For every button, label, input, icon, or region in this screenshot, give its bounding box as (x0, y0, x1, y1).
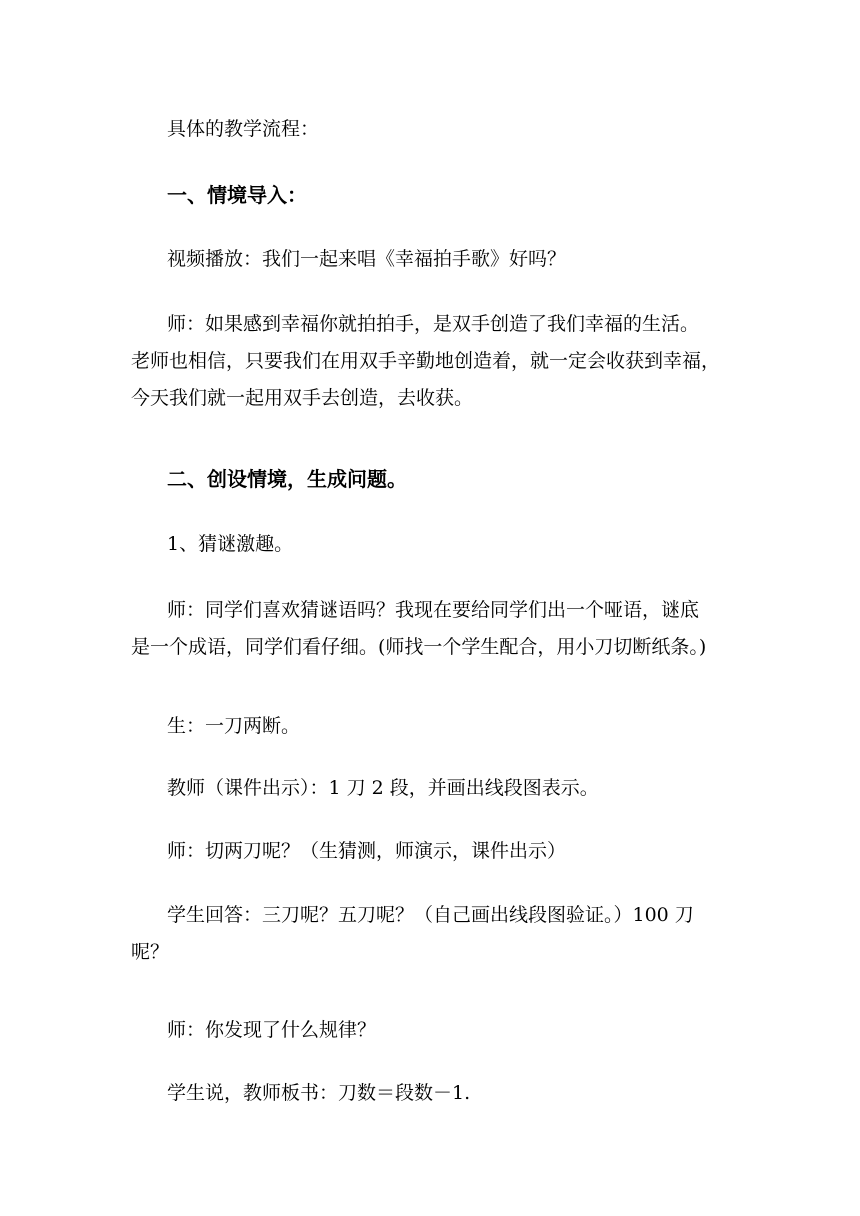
paragraph-video: 视频播放：我们一起来唱《幸福拍手歌》好吗？ (167, 248, 567, 270)
paragraph-two-cuts: 师：切两刀呢？（生猜测，师演示，课件出示） (167, 840, 567, 862)
paragraph-teacher-intro (131, 306, 731, 417)
paragraph-line: 呢？ (131, 941, 170, 963)
paragraph-riddle-title: 1、猜谜激趣。 (167, 533, 294, 555)
paragraph-line: 今天我们就一起用双手去创造，去收获。 (131, 387, 474, 409)
paragraph-rule-board: 学生说，教师板书：刀数＝段数－1. (167, 1082, 471, 1104)
paragraph-rule-question: 师：你发现了什么规律？ (167, 1019, 377, 1041)
section-heading-2: 二、创设情境，生成问题。 (167, 467, 407, 491)
paragraph-student-answer: 生：一刀两断。 (167, 715, 301, 737)
paragraph-line: 师：如果感到幸福你就拍拍手，是双手创造了我们幸福的生活。 (167, 313, 700, 335)
paragraph-line: 师：同学们喜欢猜谜语吗？我现在要给同学们出一个哑语，谜底 (167, 599, 700, 621)
paragraph-teacher-courseware: 教师（课件出示）：1 刀 2 段，并画出线段图表示。 (167, 777, 599, 799)
section-heading-1: 一、情境导入： (167, 183, 307, 207)
paragraph-student-reply (131, 897, 731, 971)
paragraph-line: 是一个成语，同学们看仔细。(师找一个学生配合，用小刀切断纸条。) (131, 636, 707, 658)
paragraph-riddle (131, 592, 731, 666)
paragraph-line: 学生回答：三刀呢？五刀呢？（自己画出线段图验证。）100 刀 (167, 904, 694, 926)
intro-paragraph: 具体的教学流程： (167, 118, 320, 140)
paragraph-line: 老师也相信，只要我们在用双手辛勤地创造着，就一定会收获到幸福， (131, 350, 721, 372)
